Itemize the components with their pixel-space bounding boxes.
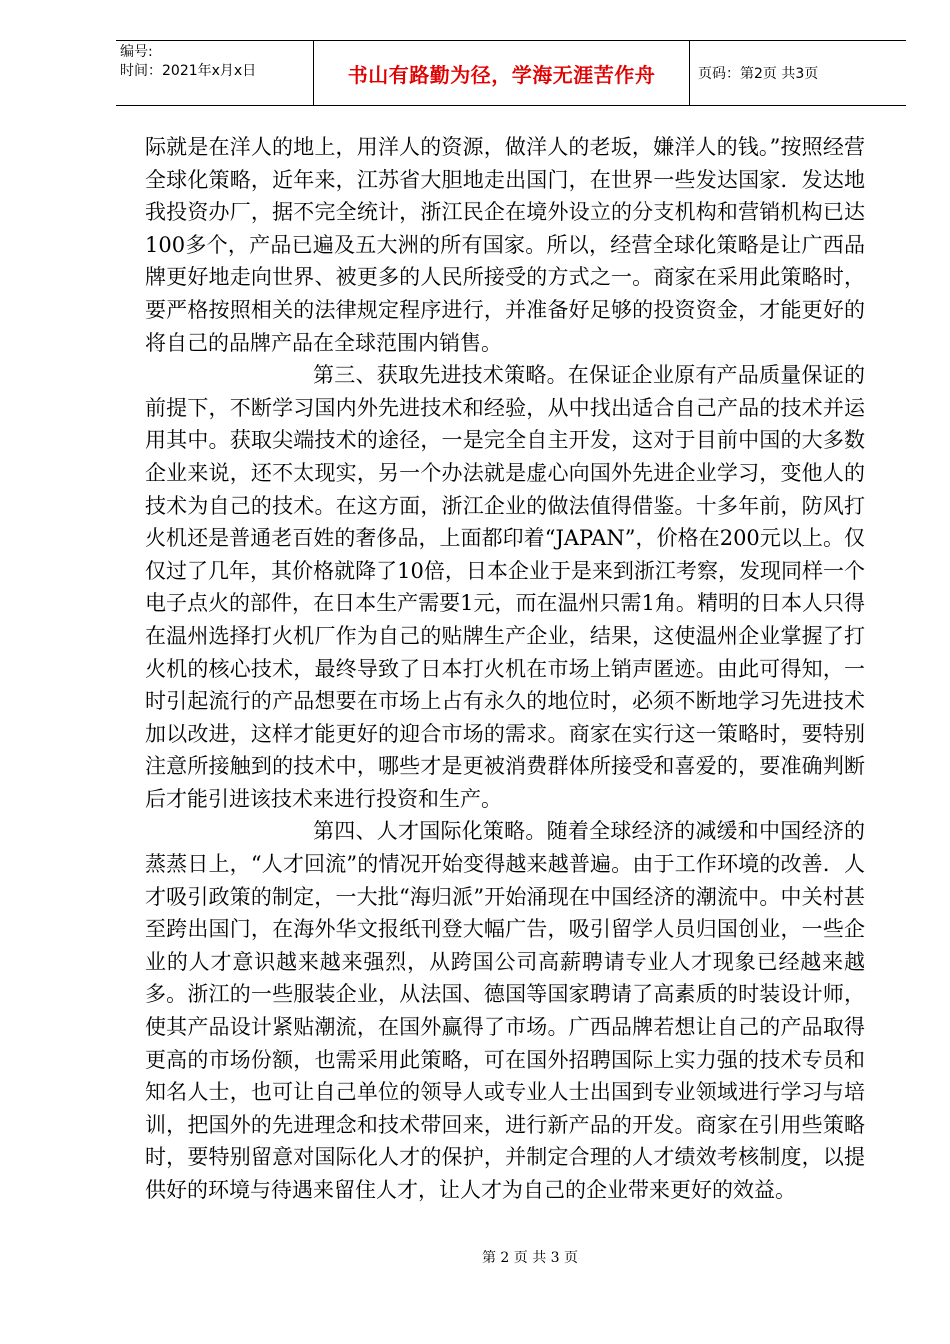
header-motto: 书山有路勤为径，学海无涯苦作舟 xyxy=(347,62,656,87)
paragraph-continuation: 际就是在洋人的地上，用洋人的资源，做洋人的老坂，嫌洋人的钱。”按照经营全球化策略，近年来，江苏省大胆地走出国门，在世界一些发达国家．发达地我投资办厂，据不完全统计，浙江民企在境外设立的分支机构和营销机构已达100多个，产品已遍及五大洲的所有国家。所以，经营全球化策略是让广西品牌更好地走向世界、被更多的人民所接受的方式之一。商家在采用此策略时，要严格按照相关的法律规定程序进行，并准备好足够的投资资金，才能更好的将自己的品牌产品在全球范围内销售。 xyxy=(145,135,865,355)
paragraph-strategy-three: 第三、获取先进技术策略。在保证企业原有产品质量保证的前提下，不断学习国内外先进技术和经验，从中找出适合自己产品的技术并运用其中。获取尖端技术的途径，一是完全自主开发，这对于目前中国的大多数企业来说，还不太现实，另一个办法就是虚心向国外先进企业学习，变他人的技术为自己的技术。在这方面，浙江企业的做法值得借鉴。十多年前，防风打火机还是普通老百姓的奢侈品，上面都印着“JAPAN”，价格在200元以上。仅仅过了几年，其价格就降了10倍，日本企业于是来到浙江考察，发现同样一个电子点火的部件，在日本生产需要1元，而在温州只需1角。精明的日本人只得在温州选择打火机厂作为自己的贴牌生产企业，结果，这使温州企业掌握了打火机的核心技术，最终导致了日本打火机在市场上销声匿迹。由此可得知，一时引起流行的产品想要在市场上占有永久的地位时，必须不断地学习先进技术加以改进，这样才能更好的迎合市场的需求。商家在实行这一策略时，要特别注意所接触到的技术中，哪些才是更被消费群体所接受和喜爱的，要准确判断后才能引进该技术来进行投资和生产。 xyxy=(145,363,865,811)
header-meta-cell xyxy=(116,41,314,105)
serial-number-label: 编号: xyxy=(120,44,153,60)
time-label: 时间：2021年x月x日 xyxy=(120,63,257,79)
page-footer xyxy=(0,1247,950,1267)
header-page-cell xyxy=(690,41,906,105)
document-body xyxy=(145,131,865,1207)
page-header xyxy=(116,40,906,106)
header-motto-cell xyxy=(314,41,690,105)
paragraph-strategy-four: 第四、人才国际化策略。随着全球经济的减缓和中国经济的蒸蒸日上，“人才回流”的情况开始变得越来越普遍。由于工作环境的改善．人才吸引政策的制定，一大批“海归派”开始涌现在中国经济的潮流中。中关村甚至跨出国门，在海外华文报纸刊登大幅广告，吸引留学人员归国创业，一些企业的人才意识越来越来强烈，从跨国公司高薪聘请专业人才现象已经越来越多。浙江的一些服装企业，从法国、德国等国家聘请了高素质的时装设计师，使其产品设计紧贴潮流，在国外赢得了市场。广西品牌若想让自己的产品取得更高的市场份额，也需采用此策略，可在国外招聘国际上实力强的技术专员和知名人士，也可让自己单位的领导人或专业人士出国到专业领域进行学习与培训，把国外的先进理念和技术带回来，进行新产品的开发。商家在引用些策略时，要特别留意对国际化人才的保护，并制定合理的人才绩效考核制度，以提供好的环境与待遇来留住人才，让人才为自己的企业带来更好的效益。 xyxy=(145,819,865,1202)
footer-page-number: 第 2 页 共 3 页 xyxy=(481,1250,579,1266)
header-page-info: 页码：第2页 共3页 xyxy=(698,66,819,82)
